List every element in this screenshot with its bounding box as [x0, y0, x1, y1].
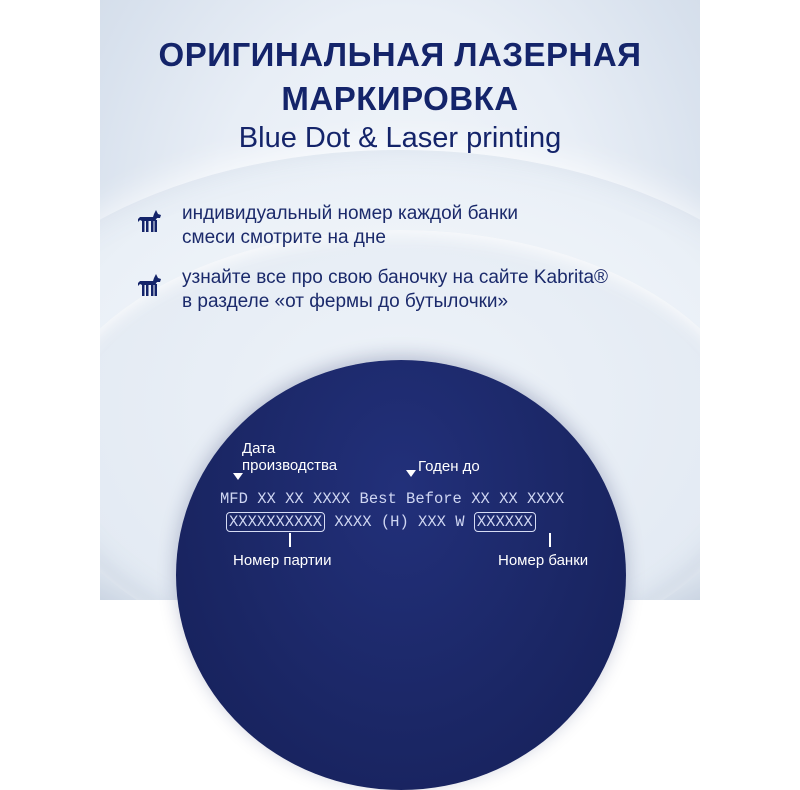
page-title-line-1: ОРИГИНАЛЬНАЯ ЛАЗЕРНАЯ — [158, 36, 642, 73]
best-before-label: Годен до — [418, 458, 480, 475]
bullet-1-line-2: смеси смотрите на дне — [182, 227, 386, 248]
page-subtitle: Blue Dot & Laser printing — [238, 122, 562, 154]
mfd-label-line-1: Дата — [242, 440, 276, 457]
mfd-date: XX XX XXXX — [257, 490, 351, 508]
can-number-label: Номер банки — [498, 552, 589, 569]
marking-middle-code: XXXX (H) XXX W — [334, 513, 465, 531]
bullet-2-line-1: узнайте все про свою баночку на сайте Kabrita® — [182, 267, 609, 288]
mfd-pointer-icon — [233, 473, 243, 480]
page-title-line-2: МАРКИРОВКА — [281, 80, 519, 117]
mfd-code: MFD — [220, 490, 248, 508]
best-before-date: XX XX XXXX — [471, 490, 565, 508]
marking-row-1 — [220, 490, 564, 508]
mfd-label-line-2: производства — [242, 457, 338, 474]
bullet-1-line-1: индивидуальный номер каждой банки — [182, 203, 518, 224]
best-before-code: Best Before — [359, 490, 462, 508]
marking-row-2 — [226, 513, 536, 531]
can-connector — [549, 533, 551, 547]
goat-icon — [134, 272, 164, 300]
can-number-box: XXXXXX — [474, 512, 536, 532]
mfd-label — [242, 440, 337, 474]
batch-number-box: XXXXXXXXXX — [226, 512, 325, 532]
bullet-2-line-2: в разделе «от фермы до бутылочки» — [182, 291, 509, 312]
batch-number-label: Номер партии — [233, 552, 332, 569]
can-bottom-disc — [176, 360, 626, 790]
goat-icon — [134, 208, 164, 236]
best-before-pointer-icon — [406, 470, 416, 477]
batch-connector — [289, 533, 291, 547]
